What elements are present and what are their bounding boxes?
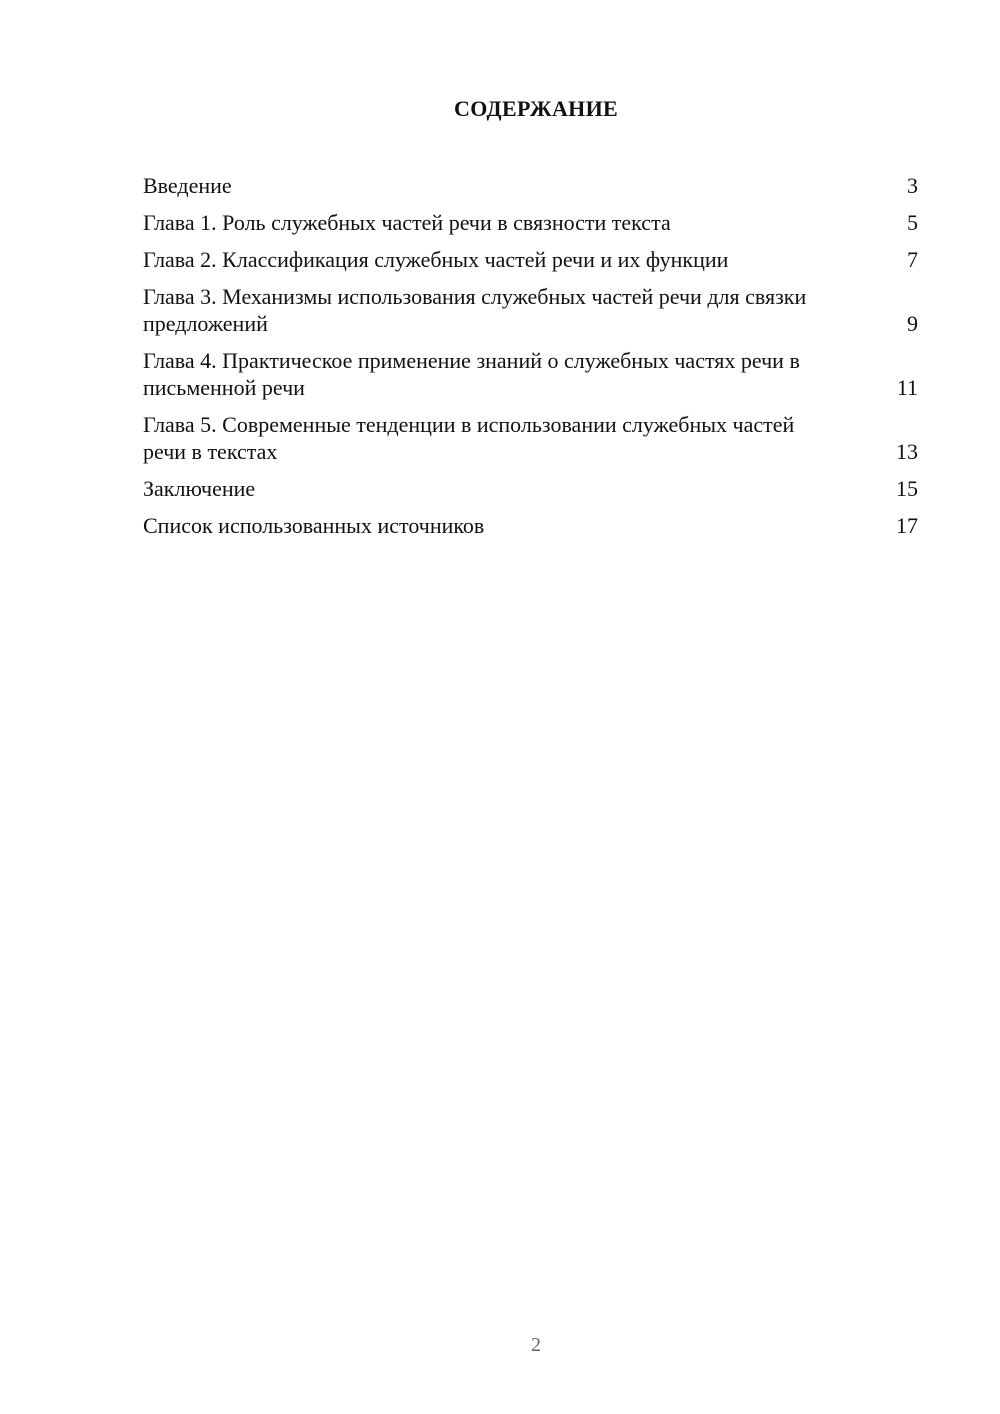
toc-entry-chapter-3	[143, 283, 918, 337]
toc-entry-text: Глава 4. Практическое применение знаний о служебных частях речи в письменной речи	[143, 348, 800, 400]
toc-entry-text: Глава 1. Роль служебных частей речи в связности текста	[143, 210, 671, 235]
toc-title: СОДЕРЖАНИЕ	[454, 96, 618, 121]
toc-entry-page: 7	[907, 247, 918, 272]
toc-entry-page: 15	[896, 476, 918, 501]
toc-entry-text: Глава 3. Механизмы использования служебных частей речи для связки предложений	[143, 284, 807, 336]
toc-entry-conclusion	[143, 475, 918, 502]
toc-entry-text: Глава 5. Современные тенденции в использовании служебных частей речи в текстах	[143, 412, 795, 464]
toc-entry-references	[143, 512, 918, 539]
toc-entry-page: 9	[907, 311, 918, 336]
toc-entry-page: 17	[896, 513, 918, 538]
toc-entry-text: Глава 2. Классификация служебных частей речи и их функции	[143, 247, 729, 272]
toc-entry-chapter-1	[143, 209, 918, 236]
page-number: 2	[531, 1334, 541, 1356]
toc-entry-text: Заключение	[143, 476, 256, 501]
toc-entry-page: 5	[907, 210, 918, 235]
toc-entry-introduction	[143, 172, 918, 199]
toc-entry-text: Список использованных источников	[143, 513, 485, 538]
toc-entry-chapter-4	[143, 347, 918, 401]
toc-entry-text: Введение	[143, 173, 232, 198]
toc-entry-chapter-5	[143, 411, 918, 465]
toc-entry-chapter-2	[143, 246, 918, 273]
toc-entry-page: 13	[896, 439, 918, 464]
toc-entry-page: 11	[896, 375, 918, 400]
toc-entry-page: 3	[907, 173, 918, 198]
table-of-contents	[143, 172, 918, 549]
